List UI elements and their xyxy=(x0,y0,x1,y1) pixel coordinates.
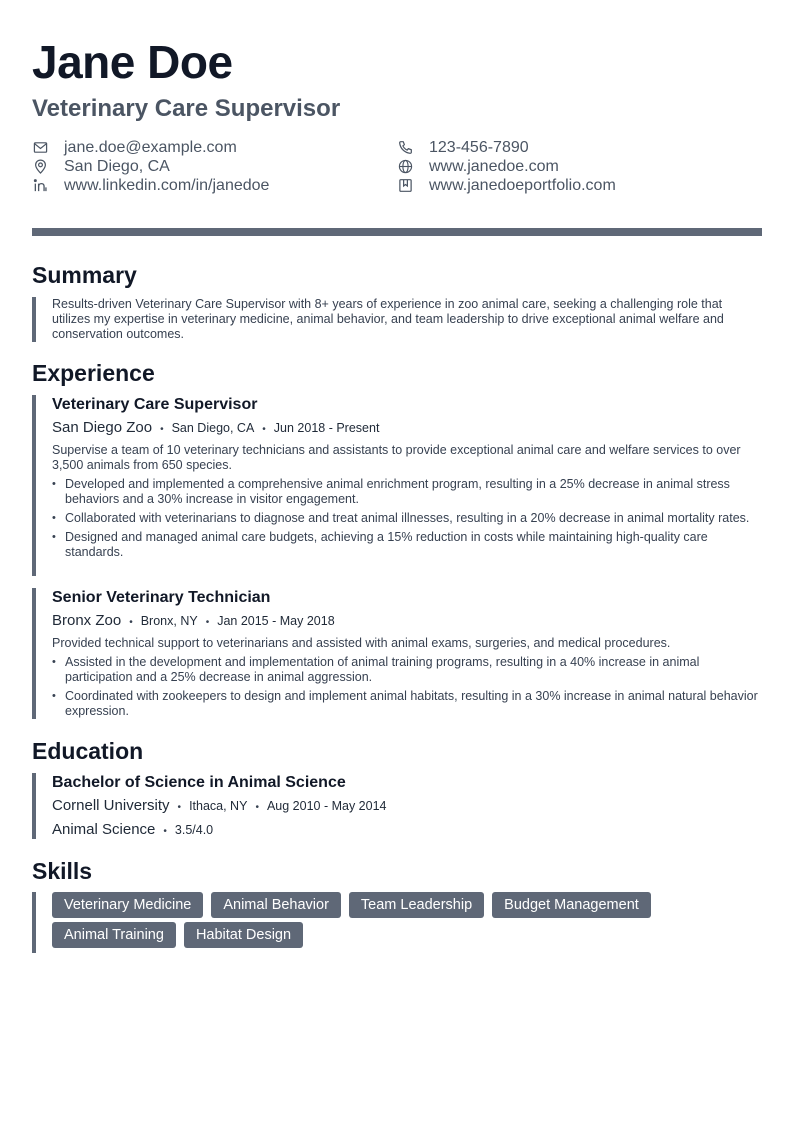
job-achievements xyxy=(52,655,762,719)
contact-website[interactable] xyxy=(397,157,559,176)
achievement-item: • Coordinated with zookeepers to design and implement animal habitats, resulting in a 30% increase in animal natural behavior expression. xyxy=(52,689,762,719)
job-meta xyxy=(52,418,762,440)
separator-dot: • xyxy=(177,802,182,813)
education-entry xyxy=(32,773,762,839)
skill-tag: Veterinary Medicine xyxy=(52,892,203,918)
contact-phone[interactable] xyxy=(397,138,529,157)
achievement-item: • Collaborated with veterinarians to diagnose and treat animal illnesses, resulting in a 20% decrease in animal mortality rates. xyxy=(52,511,762,526)
candidate-name: Jane Doe xyxy=(32,36,233,88)
summary-heading: Summary xyxy=(32,262,137,288)
separator-dot: • xyxy=(163,826,167,837)
linkedin-text: www.linkedin.com/in/janedoe xyxy=(64,176,270,194)
job-company: Bronx Zoo xyxy=(52,612,122,629)
school-name: Cornell University xyxy=(52,797,170,814)
job-achievements xyxy=(52,477,762,560)
school-location: Ithaca, NY xyxy=(189,799,248,813)
job-location: Bronx, NY xyxy=(140,614,198,628)
skill-tag: Animal Training xyxy=(52,922,176,948)
separator-dot: • xyxy=(160,424,164,435)
job-description: Provided technical support to veterinarians and assisted with animal exams, surgeries, and medical procedures. xyxy=(52,636,671,650)
contact-portfolio[interactable] xyxy=(397,176,616,195)
job-dates: Jan 2015 - May 2018 xyxy=(217,614,335,628)
map-pin-icon xyxy=(32,159,48,175)
contact-email[interactable] xyxy=(32,138,237,157)
field-of-study: Animal Science xyxy=(52,821,156,838)
degree-title: Bachelor of Science in Animal Science xyxy=(52,774,346,791)
education-field-meta xyxy=(52,820,762,842)
achievement-item: • Designed and managed animal care budgets, achieving a 15% reduction in costs while maintaining high-quality care standards. xyxy=(52,530,762,560)
candidate-title: Veterinary Care Supervisor xyxy=(32,95,341,122)
job-entry xyxy=(32,395,762,576)
linkedin-icon xyxy=(32,178,48,194)
skills-list xyxy=(52,892,762,948)
job-title: Veterinary Care Supervisor xyxy=(52,396,258,413)
contact-linkedin[interactable] xyxy=(32,176,269,195)
job-dates: Jun 2018 - Present xyxy=(273,421,380,435)
job-location: San Diego, CA xyxy=(171,421,255,435)
skill-tag: Habitat Design xyxy=(184,922,303,948)
bookmark-icon xyxy=(397,178,413,194)
phone-text: 123-456-7890 xyxy=(429,138,529,156)
education-heading: Education xyxy=(32,738,144,764)
separator-dot: • xyxy=(129,617,133,628)
skills-block xyxy=(32,892,762,953)
job-meta xyxy=(52,611,762,633)
skill-tag: Budget Management xyxy=(492,892,651,918)
job-company: San Diego Zoo xyxy=(52,419,153,436)
contact-location xyxy=(32,157,170,176)
gpa: 3.5/4.0 xyxy=(174,823,214,837)
separator-dot: • xyxy=(262,424,266,435)
portfolio-text: www.janedoeportfolio.com xyxy=(429,176,616,194)
achievement-item: • Developed and implemented a comprehensive animal enrichment program, resulting in a 25% decrease in animal stress behaviors and a 30% increase in visitor engagement. xyxy=(52,477,762,507)
contact-info xyxy=(32,138,762,198)
job-description: Supervise a team of 10 veterinary technicians and assistants to provide exceptional animal care and welfare services to over 3,500 animals from 650 species. xyxy=(52,443,741,472)
job-title: Senior Veterinary Technician xyxy=(52,589,271,606)
separator-dot: • xyxy=(255,802,259,813)
email-text: jane.doe@example.com xyxy=(64,138,237,156)
envelope-icon xyxy=(32,140,48,156)
experience-heading: Experience xyxy=(32,360,155,386)
website-text: www.janedoe.com xyxy=(429,157,559,175)
education-dates: Aug 2010 - May 2014 xyxy=(266,799,387,813)
achievement-item: • Assisted in the development and implementation of animal training programs, resulting in a 40% increase in animal participation and a 25% decrease in animal aggression. xyxy=(52,655,762,685)
job-entry xyxy=(32,588,762,719)
education-meta xyxy=(52,796,762,818)
summary-text: Results-driven Veterinary Care Supervisor with 8+ years of experience in zoo animal care, seeking a challenging role that utilizes my expertise in veterinary medicine, animal behavior, and team leadership to drive exceptional animal welfare and conservation outcomes. xyxy=(52,297,724,341)
skill-tag: Team Leadership xyxy=(349,892,484,918)
separator-dot: • xyxy=(205,617,210,628)
location-text: San Diego, CA xyxy=(64,157,170,175)
globe-icon xyxy=(397,159,413,175)
skill-tag: Animal Behavior xyxy=(211,892,341,918)
summary-block xyxy=(32,297,762,342)
phone-icon xyxy=(397,140,413,156)
header-divider xyxy=(32,228,762,236)
skills-heading: Skills xyxy=(32,858,93,884)
